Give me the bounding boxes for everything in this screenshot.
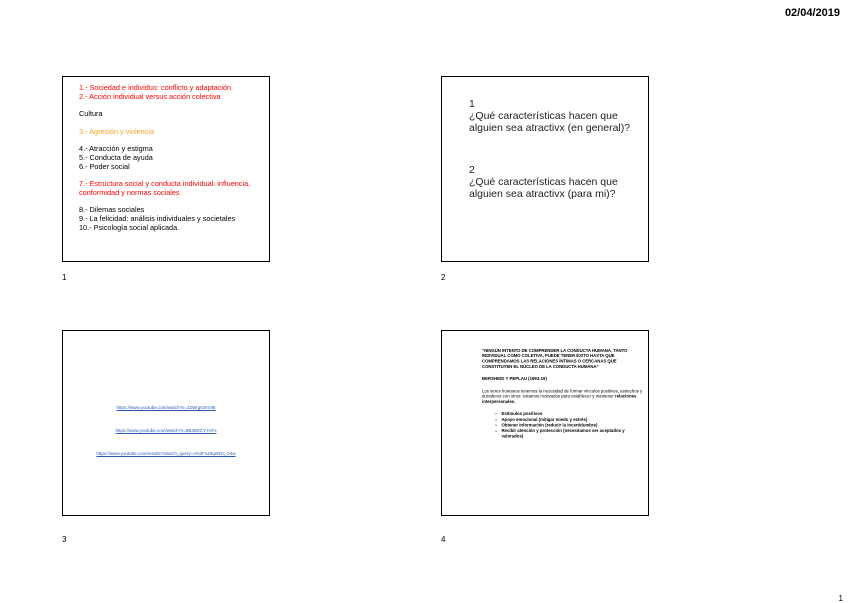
list-item: • Estímulos positivos (501, 411, 644, 417)
slide-1-number: 1 (62, 273, 67, 282)
question-2-text: ¿Qué características hacen que alguien sea atractivx (para mi)? (469, 176, 618, 200)
page-number: 1 (838, 594, 843, 603)
list-item: • Recibir atención y protección (necesitamos ser aceptados y valorados) (501, 428, 644, 439)
quote-text: “NINGÚN INTENTO DE COMPRENDER LA CONDUCTA HUMANA, TANTO INDIVIDUAL COMO COLETIVA, PUEDE TENER ÉXITO HASTA QUE COMPRENDAMOS LAS RELACIONES ÍNTIMAS O CERCANAS QUE CONSTITUYEN EL NÚCLEO DE LA CONDUCTA HUMANA” (482, 348, 628, 370)
list-item: 3.- Agresión y violencia (79, 126, 155, 136)
intro-paragraph (482, 389, 644, 405)
slide-3 (62, 330, 270, 516)
intro-bold-text: relaciones interpersonales. (482, 393, 637, 405)
needs-list (482, 411, 644, 439)
list-item: 9.- La felicidad: análisis individuales y societales (79, 213, 236, 223)
list-item: 1.- Sociedad e individuo: conflicto y adaptación (79, 83, 232, 92)
list-item: • Obtener información (reducir la incertidumbre) (501, 423, 644, 429)
list-item: 2.- Acción individual versus acción colectiva (79, 91, 221, 101)
list-item: 6.- Poder social (79, 161, 130, 171)
intro-text: Los seres humanos tenemos la necesidad de formar vínculos positivos, estrechos y duraderos con otros: estamos motivados para establecer y mantener (482, 388, 643, 399)
slide-4-number: 4 (441, 535, 446, 544)
list-item: 5.- Conducta de ayuda (79, 152, 153, 162)
list-item: 7.- Estructura social y conducta individual: influencia, conformidad y normas sociales (79, 179, 253, 197)
list-item: 8.- Dilemas sociales (79, 205, 145, 215)
slide-4 (441, 330, 649, 516)
list-item: 10.- Psicología social aplicada. (79, 222, 180, 232)
list-spacer (79, 101, 267, 110)
slide-1 (62, 76, 270, 262)
slide-2-questions (469, 98, 644, 200)
video-link-1[interactable]: https://www.youtube.com/watch?v=2ZWrgIOmV8I (116, 405, 216, 410)
slide-3-number: 3 (62, 535, 67, 544)
video-link-2[interactable]: https://www.youtube.com/watch?v=B83D0CY-rAFs (115, 428, 217, 433)
slide-2-number: 2 (441, 273, 446, 282)
list-item: Cultura (79, 109, 103, 119)
slide-4-content (482, 348, 644, 440)
slide-2 (441, 76, 649, 262)
list-item: • Apoyo emocional (mitigar miedo y estrés) (501, 417, 644, 423)
print-date: 02/04/2019 (784, 7, 840, 19)
list-item: 4.- Atracción y estigma (79, 144, 153, 154)
slide-1-contents-list (79, 84, 267, 232)
question-2-number: 2 (469, 164, 475, 176)
question-1-number: 1 (469, 98, 475, 110)
video-link-3[interactable]: https://www.youtube.com/results?search_query=v%2Fs45qeNG_O4w (96, 451, 236, 456)
quote-citation: BERSHEID Y PEPLAU (1993:19) (482, 376, 547, 381)
question-1-text: ¿Qué características hacen que alguien sea atractivx (en general)? (469, 110, 631, 134)
video-links (63, 405, 269, 474)
